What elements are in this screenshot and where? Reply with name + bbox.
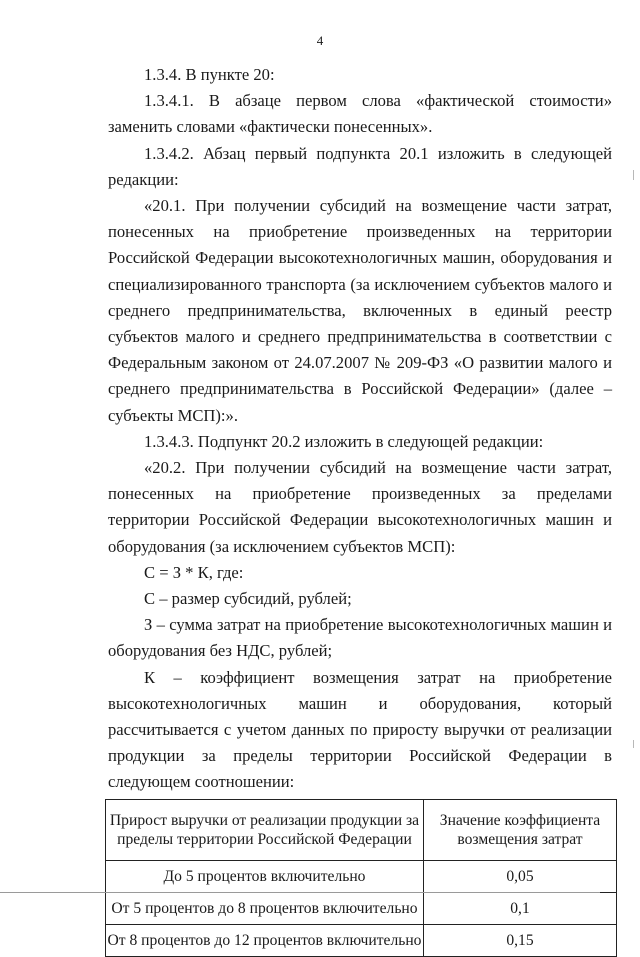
definition-z: З – сумма затрат на приобретение высокотехнологичных машин и оборудования без НДС, рублей; (108, 615, 612, 661)
table-cell-range: От 8 процентов до 12 процентов включительно (106, 924, 424, 956)
table-row (106, 860, 617, 892)
table-row (106, 924, 617, 956)
paragraph-1-3-4-2: 1.3.4.2. Абзац первый подпункта 20.1 изложить в следующей редакции: (108, 143, 612, 189)
table-row (106, 892, 617, 924)
paragraph-1-3-4-3: 1.3.4.3. Подпункт 20.2 изложить в следующей редакции: (144, 431, 544, 451)
table-header-row (106, 799, 617, 860)
table-cell-range: От 5 процентов до 8 процентов включительно (106, 892, 424, 924)
table-cell-value: 0,1 (424, 892, 617, 924)
scan-bottom-edge (0, 892, 600, 893)
definition-c: С – размер субсидий, рублей; (144, 589, 352, 609)
coefficient-table (105, 799, 617, 957)
definition-k: К – коэффициент возмещения затрат на приобретение высокотехнологичных машин и оборудования, который рассчитывается с учетом данных по приросту выручки от реализации продукции за пределы территории Российской Федерации в следующем соотношении: (108, 667, 612, 792)
table-header-cell: Прирост выручки от реализации продукции за пределы территории Российской Федерации (106, 799, 424, 860)
paragraph-1-3-4: 1.3.4. В пункте 20: (144, 65, 275, 84)
paragraph-1-3-4-1: 1.3.4.1. В абзаце первом слова «фактической стоимости» заменить словами «фактически понесенных». (108, 91, 612, 137)
formula: С = З * К, где: (144, 562, 244, 582)
page-number: 4 (316, 33, 324, 48)
table-cell-value: 0,05 (424, 860, 617, 892)
document-body (108, 62, 612, 957)
paragraph-20-1: «20.1. При получении субсидий на возмещение части затрат, понесенных на приобретение произведенных на территории Российской Федерации высокотехнологичных машин, оборудования и специализированного транспорта (за исключением субъектов малого и среднего предпринимательства, включенных в единый реестр субъектов малого и среднего предпринимательства в соответствии с Федеральным законом от 24.07.2007 № 209-ФЗ «О развитии малого и среднего предпринимательства в Российской Федерации» (далее – субъекты МСП):». (108, 196, 612, 425)
scan-margin-mark (633, 170, 634, 180)
table-header-cell: Значение коэффициента возмещения затрат (424, 799, 617, 860)
scan-margin-mark (633, 740, 634, 748)
paragraph-20-2: «20.2. При получении субсидий на возмещение части затрат, понесенных на приобретение произведенных за пределами территории Российской Федерации высокотехнологичных машин и оборудования (за исключением субъектов МСП): (108, 458, 612, 556)
table-cell-range: До 5 процентов включительно (106, 860, 424, 892)
table-cell-value: 0,15 (424, 924, 617, 956)
